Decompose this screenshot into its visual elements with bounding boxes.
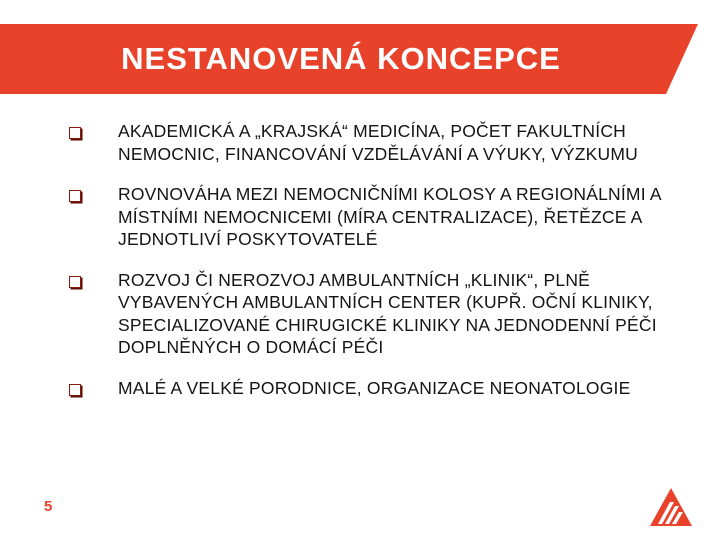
bullet-item — [0, 377, 668, 400]
bullet-item — [0, 269, 668, 359]
bullet-item — [0, 183, 668, 251]
page-number: 5 — [44, 498, 53, 515]
arrow-stripes-logo-icon — [650, 488, 692, 531]
square-bullet-icon — [69, 276, 81, 288]
title-banner — [0, 24, 720, 94]
bullet-text: MALÉ A VELKÉ PORODNICE, ORGANIZACE NEONATOLOGIE — [118, 377, 631, 398]
square-bullet-icon — [69, 127, 81, 139]
bullet-text: AKADEMICKÁ A „KRAJSKÁ“ MEDICÍNA, POČET FAKULTNÍCH NEMOCNIC, FINANCOVÁNÍ VZDĚLÁVÁNÍ A VÝUKY, VÝZKUMU — [118, 121, 639, 164]
square-bullet-icon — [69, 384, 81, 396]
bullet-text: ROZVOJ ČI NEROZVOJ AMBULANTNÍCH „KLINIK“, PLNĚ VYBAVENÝCH AMBULANTNÍCH CENTER (KUPŘ. OČNÍ KLINIKY, SPECIALIZOVANÉ CHIRUGICKÉ KLINIKY NA JEDNODENNÍ PÉČI DOPLNĚNÝCH O DOMÁCÍ PÉČI — [118, 269, 657, 357]
bullet-text: ROVNOVÁHA MEZI NEMOCNIČNÍMI KOLOSY A REGIONÁLNÍMI A MÍSTNÍMI NEMOCNICEMI (MÍRA CENTRALIZACE), ŘETĚZCE A JEDNOTLIVÍ POSKYTOVATELÉ — [118, 184, 661, 249]
slide-title: NESTANOVENÁ KONCEPCE — [121, 41, 561, 76]
bullet-item — [0, 120, 668, 165]
bullet-list — [0, 120, 720, 417]
square-bullet-icon — [69, 190, 81, 202]
